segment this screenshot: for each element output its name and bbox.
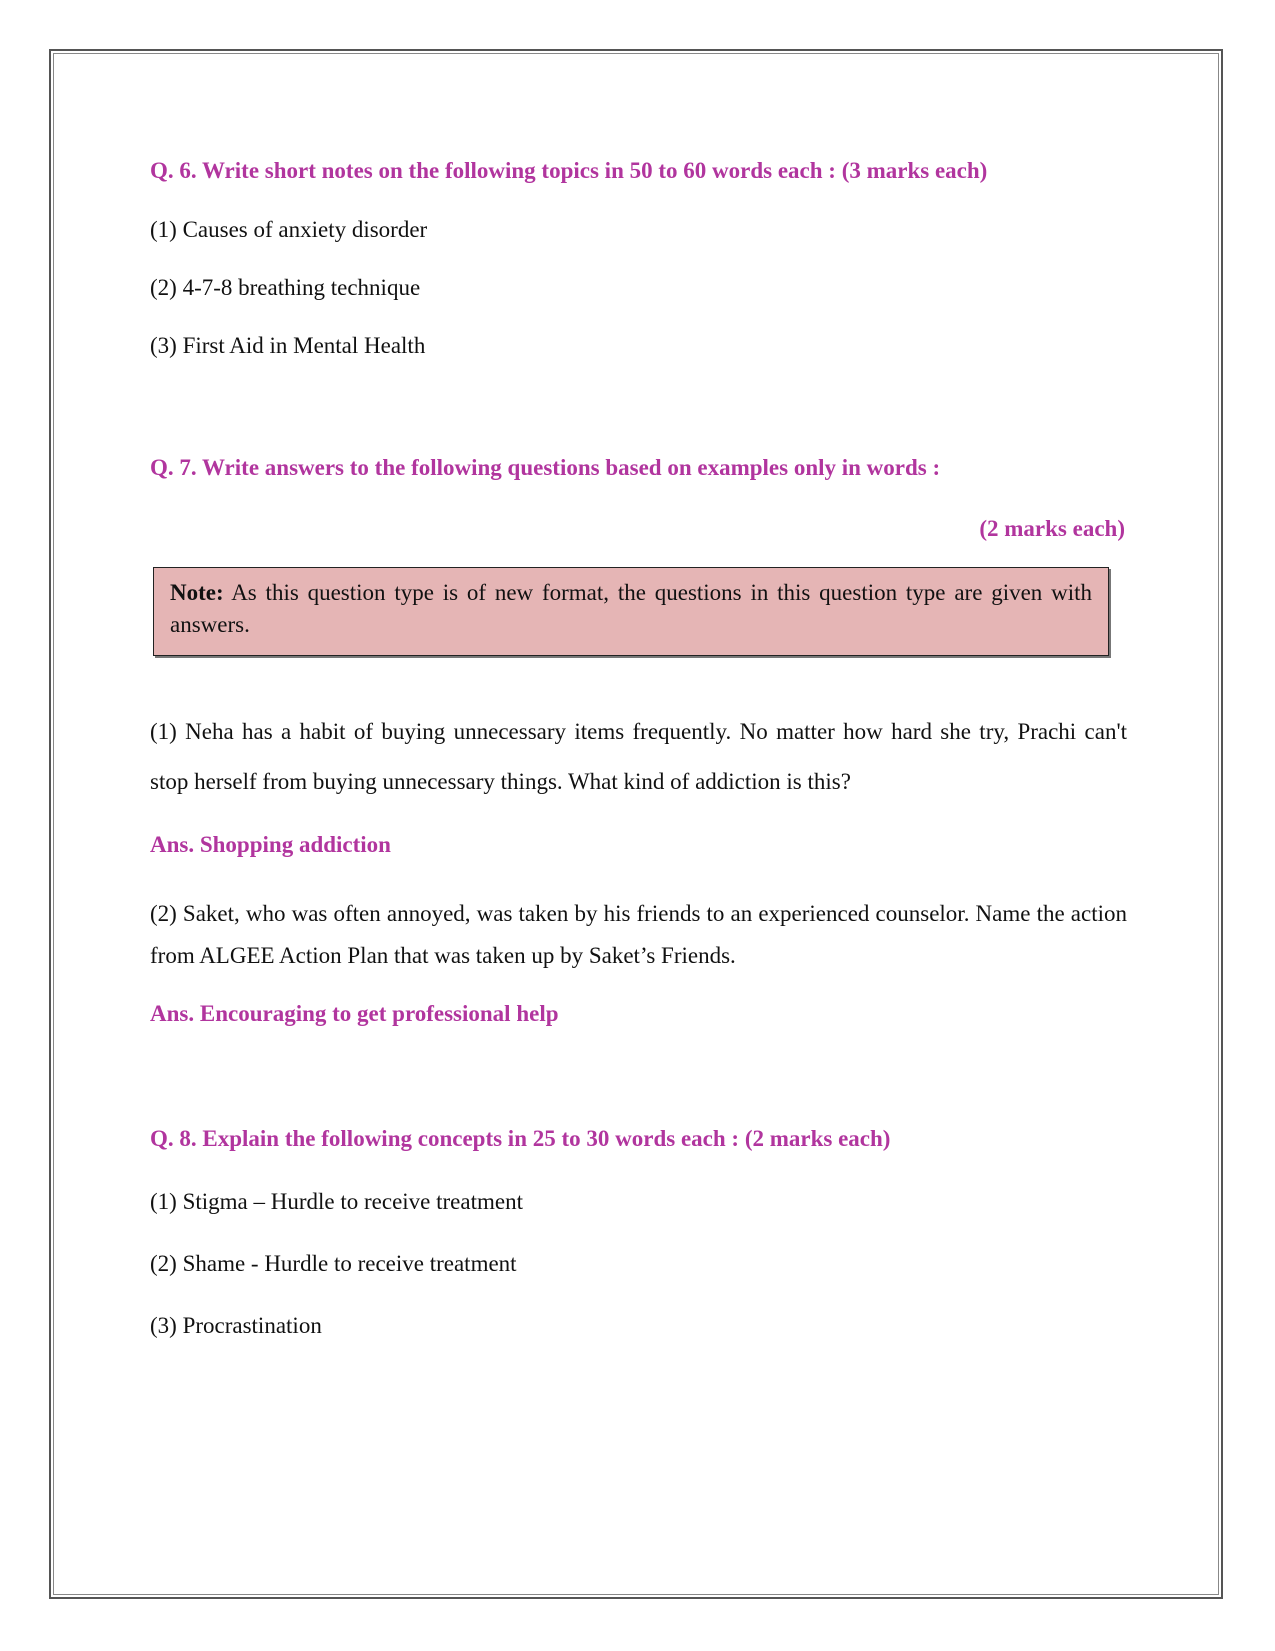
q7-question-1: (1) Neha has a habit of buying unnecessary items frequently. No matter how hard she try, Prachi can't stop herself from buying unnecessary things. What kind of addiction is this? [150, 719, 1127, 794]
q6-item-1: (1) Causes of anxiety disorder [150, 217, 428, 242]
q7-answer-2: Ans. Encouraging to get professional help [150, 1001, 559, 1026]
q6-heading: Q. 6. Write short notes on the following topics in 50 to 60 words each : (3 marks each) [150, 158, 988, 183]
q7-answer-1: Ans. Shopping addiction [150, 832, 391, 857]
note-label: Note: [170, 580, 224, 605]
q8-item-2: (2) Shame - Hurdle to receive treatment [150, 1251, 517, 1276]
q6-item-2: (2) 4-7-8 breathing technique [150, 275, 421, 300]
q8-item-3: (3) Procrastination [150, 1313, 322, 1338]
q8-item-1: (1) Stigma – Hurdle to receive treatment [150, 1189, 523, 1214]
q7-heading: Q. 7. Write answers to the following questions based on examples only in words : [150, 455, 941, 480]
note-box [153, 567, 1109, 656]
q6-item-3: (3) First Aid in Mental Health [150, 333, 426, 358]
q8-heading: Q. 8. Explain the following concepts in 25 to 30 words each : (2 marks each) [150, 1126, 891, 1151]
q7-marks: (2 marks each) [979, 516, 1125, 541]
note-text: As this question type is of new format, the questions in this question type are given with answers. [170, 580, 1093, 637]
q7-question-2: (2) Saket, who was often annoyed, was taken by his friends to an experienced counselor. Name the action from ALGEE Action Plan that was taken up by Saket’s Friends. [150, 901, 1127, 968]
